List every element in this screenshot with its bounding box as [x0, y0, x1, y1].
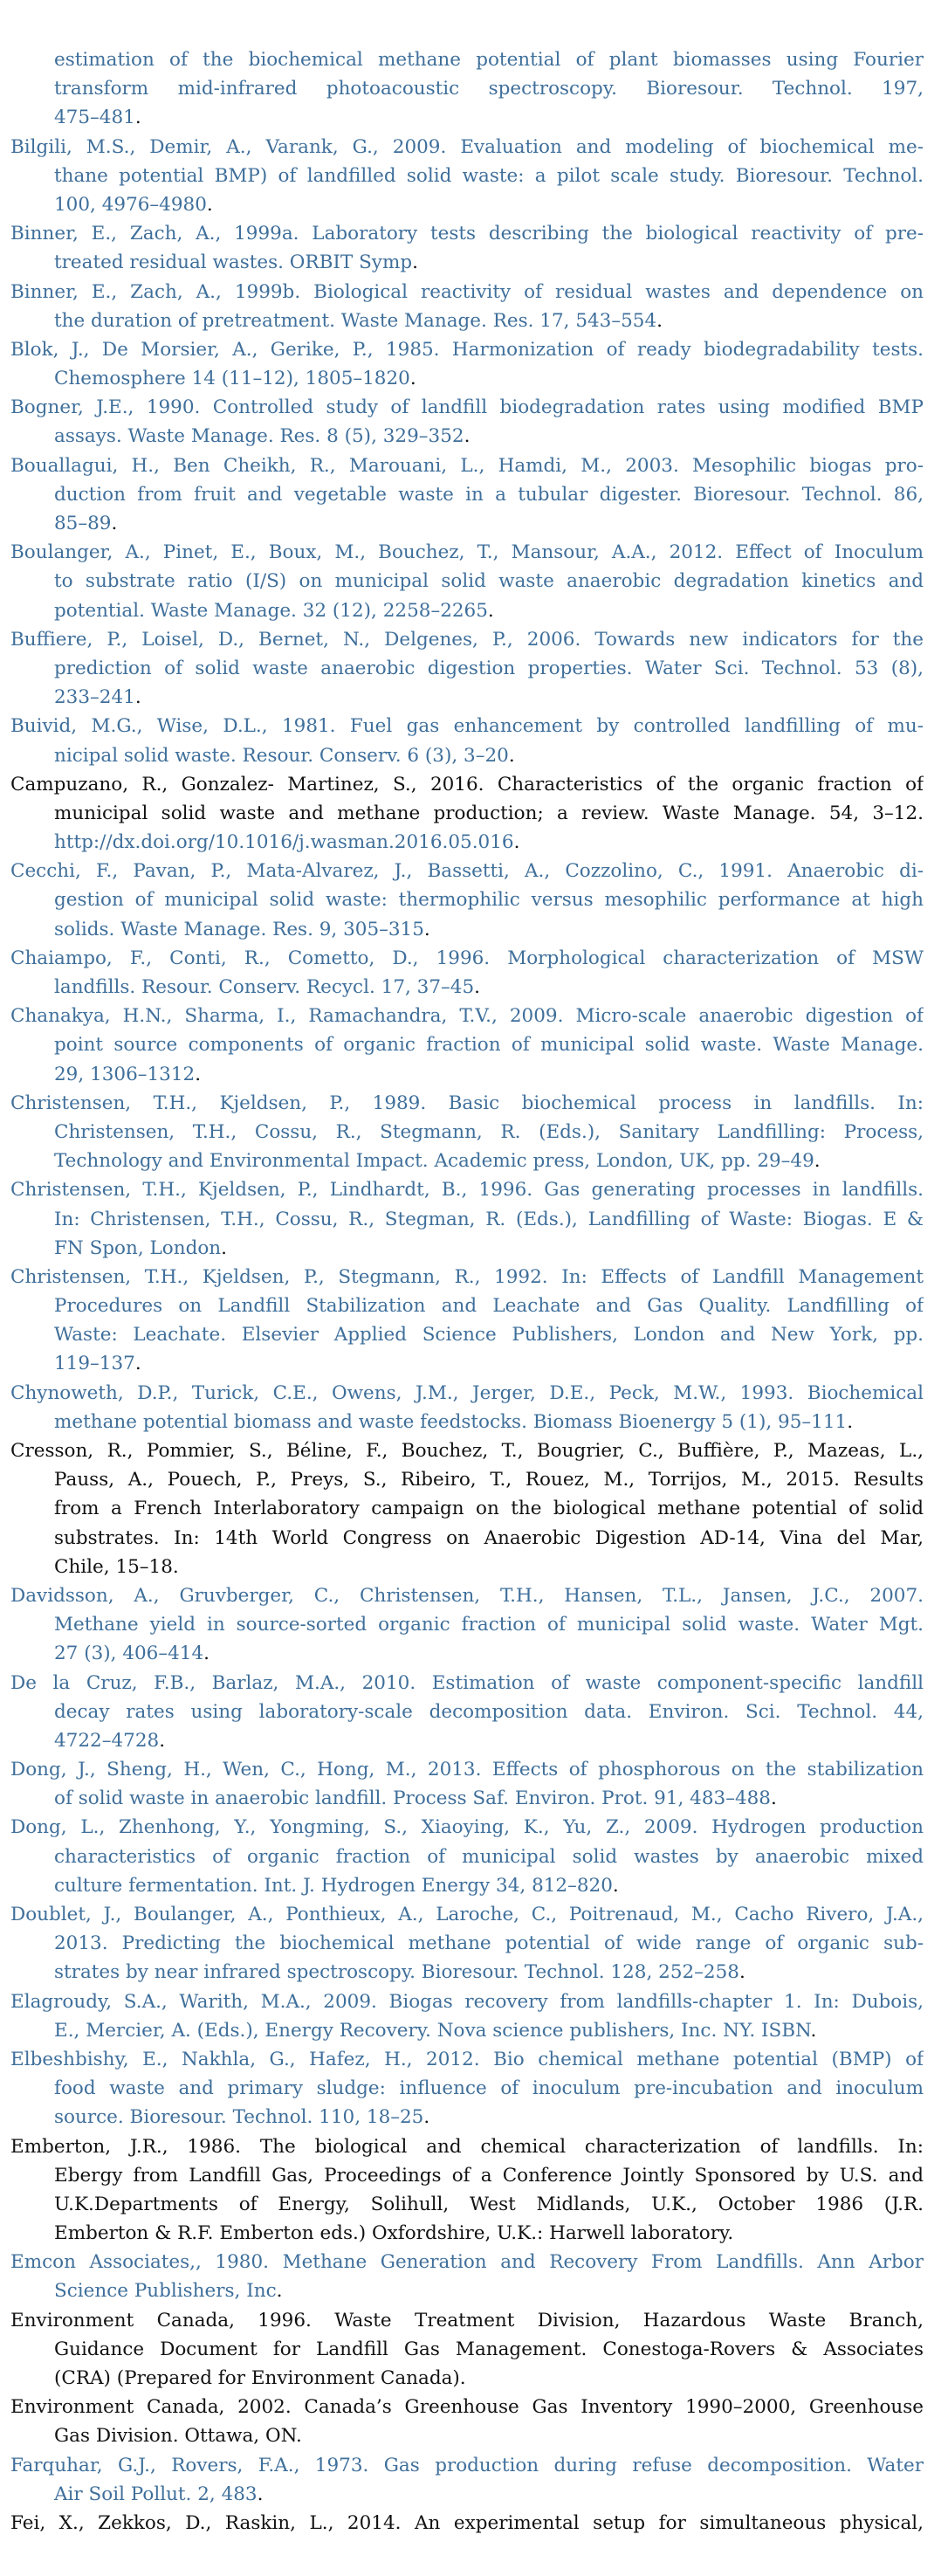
- reference-text[interactable]: Chemosphere 14 (11–12), 1805–1820: [54, 368, 410, 390]
- reference-entry[interactable]: [10, 944, 924, 1002]
- reference-text[interactable]: Procedures on Landfill Stabilization and Leachate and Gas Quality. Landfilling of: [54, 1295, 924, 1318]
- reference-text: Fei, X., Zekkos, D., Raskin, L., 2014. An experimental setup for simultaneous physical,: [10, 2511, 924, 2534]
- reference-line: [10, 1436, 924, 1465]
- reference-line: [10, 1408, 924, 1436]
- reference-end-period: .: [656, 309, 663, 332]
- reference-text[interactable]: 2013. Predicting the biochemical methane potential of wide range of organic sub-: [54, 1932, 924, 1955]
- reference-line: [10, 2480, 924, 2509]
- reference-line: [10, 1755, 924, 1784]
- reference-entry[interactable]: [10, 1669, 924, 1756]
- reference-entry[interactable]: [10, 1900, 924, 1987]
- reference-text[interactable]: of solid waste in anaerobic landfill. Process Saf. Environ. Prot. 91, 483–488: [54, 1787, 771, 1810]
- reference-line: [10, 2016, 924, 2045]
- reference-line: [10, 1669, 924, 1698]
- reference-line: [10, 393, 924, 422]
- reference-text[interactable]: treated residual wastes. ORBIT Symp: [54, 251, 413, 274]
- reference-text[interactable]: Buffiere, P., Loisel, D., Bernet, N., Delgenes, P., 2006. Towards new indicators for the: [10, 628, 924, 651]
- reference-line: [10, 307, 924, 335]
- reference-line: [10, 451, 924, 480]
- reference-entry[interactable]: [10, 2248, 924, 2305]
- reference-text: Emberton & R.F. Emberton eds.) Oxfordshire, U.K.: Harwell laboratory.: [54, 2222, 734, 2245]
- reference-entry[interactable]: [10, 45, 924, 133]
- reference-end-period: .: [134, 686, 141, 709]
- reference-text[interactable]: Davidsson, A., Gruvberger, C., Christensen, T.H., Hansen, T.L., Jansen, J.C., 2007.: [10, 1584, 924, 1607]
- reference-text[interactable]: Binner, E., Zach, A., 1999a. Laboratory tests describing the biological reactivity of pre-: [10, 223, 924, 245]
- reference-text[interactable]: Christensen, T.H., Kjeldsen, P., Lindhardt, B., 1996. Gas generating processes in landfills.: [10, 1179, 924, 1202]
- reference-entry[interactable]: [10, 133, 924, 220]
- reference-text[interactable]: potential. Waste Manage. 32 (12), 2258–2265: [54, 599, 488, 622]
- reference-line: [10, 1639, 924, 1668]
- reference-text: Cresson, R., Pommier, S., Béline, F., Bouchez, T., Bougrier, C., Buffière, P., Mazeas, L.,: [10, 1440, 924, 1462]
- reference-line: [10, 915, 924, 944]
- reference-end-period: .: [111, 513, 118, 534]
- reference-text[interactable]: Doublet, J., Boulanger, A., Ponthieux, A., Laroche, C., Poitrenaud, M., Cacho Rivero, J.A.,: [10, 1904, 924, 1925]
- reference-entry[interactable]: [10, 1755, 924, 1813]
- reference-line: [10, 799, 924, 828]
- reference-text[interactable]: landfills. Resour. Conserv. Recycl. 17, 37–45: [54, 976, 475, 998]
- reference-entry[interactable]: [10, 1813, 924, 1900]
- reference-line: [10, 1524, 924, 1553]
- reference-entry[interactable]: [10, 2045, 924, 2132]
- reference-text[interactable]: solids. Waste Manage. Res. 9, 305–315: [54, 918, 424, 940]
- reference-entry: [10, 2509, 924, 2538]
- reference-entry[interactable]: [10, 1581, 924, 1669]
- reference-text[interactable]: decay rates using laboratory-scale decomposition data. Environ. Sci. Technol. 44,: [54, 1700, 924, 1723]
- reference-text[interactable]: 119–137: [54, 1353, 135, 1375]
- reference-list: [10, 45, 924, 2538]
- reference-text: U.K.Departments of Energy, Solihull, West Midlands, U.K., October 1986 (J.R.: [54, 2193, 924, 2215]
- reference-line: [10, 1349, 924, 1378]
- reference-text: Environment Canada, 1996. Waste Treatment Division, Hazardous Waste Branch,: [10, 2309, 924, 2331]
- reference-text[interactable]: methane potential biomass and waste feedstocks. Biomass Bioenergy 5 (1), 95–111: [54, 1410, 848, 1433]
- reference-line: [10, 2074, 924, 2103]
- reference-line: [10, 509, 924, 538]
- reference-line: [10, 654, 924, 683]
- reference-text[interactable]: culture fermentation. Int. J. Hydrogen Energy 34, 812–820: [54, 1874, 613, 1897]
- reference-end-period: .: [159, 1729, 166, 1752]
- reference-line: [10, 364, 924, 393]
- reference-line: [10, 857, 924, 885]
- reference-text[interactable]: nicipal solid waste. Resour. Conserv. 6 (3), 3–20: [54, 744, 509, 767]
- reference-end-period: .: [508, 744, 515, 767]
- reference-line: [10, 1291, 924, 1320]
- reference-text[interactable]: E., Mercier, A. (Eds.), Energy Recovery. Nova science publishers, Inc. NY. ISBN: [54, 2019, 811, 2042]
- reference-text[interactable]: Boulanger, A., Pinet, E., Boux, M., Bouchez, T., Mansour, A.A., 2012. Effect of Inoculum: [10, 541, 924, 564]
- reference-line: [10, 1118, 924, 1147]
- reference-text: Emberton, J.R., 1986. The biological and chemical characterization of landfills. In:: [10, 2135, 924, 2158]
- reference-text[interactable]: Christensen, T.H., Cossu, R., Stegmann, R. (Eds.), Sanitary Landfilling: Process,: [54, 1120, 924, 1143]
- reference-text[interactable]: Binner, E., Zach, A., 1999b. Biological reactivity of residual wastes and dependence on: [10, 280, 924, 303]
- reference-line: [10, 1610, 924, 1639]
- reference-line: [10, 1698, 924, 1726]
- reference-text[interactable]: food waste and primary sludge: influence of inoculum pre-incubation and inoculum: [54, 2077, 924, 2100]
- reference-text[interactable]: estimation of the biochemical methane potential of plant biomasses using Fourier: [54, 49, 924, 71]
- reference-entry[interactable]: [10, 1089, 924, 1176]
- reference-line: [10, 103, 924, 132]
- reference-text[interactable]: Dong, J., Sheng, H., Wen, C., Hong, M., 2013. Effects of phosphorous on the stabilization: [10, 1759, 924, 1781]
- reference-text[interactable]: Christensen, T.H., Kjeldsen, P., Stegmann, R., 1992. In: Effects of Landfill Management: [10, 1265, 924, 1288]
- reference-line: [10, 1263, 924, 1291]
- reference-text[interactable]: Dong, L., Zhenhong, Y., Yongming, S., Xiaoying, K., Yu, Z., 2009. Hydrogen production: [10, 1816, 924, 1839]
- reference-text[interactable]: Cecchi, F., Pavan, P., Mata-Alvarez, J., Bassetti, A., Cozzolino, C., 1991. Anaerobic di-: [10, 860, 924, 883]
- reference-text[interactable]: Bogner, J.E., 1990. Controlled study of landfill biodegradation rates using modified BMP: [10, 396, 924, 419]
- reference-text[interactable]: 475–481: [54, 107, 135, 129]
- reference-text[interactable]: thane potential BMP) of landfilled solid waste: a pilot scale study. Bioresour. Technol.: [54, 164, 924, 187]
- reference-entry[interactable]: [10, 1379, 924, 1436]
- reference-end-period: .: [206, 193, 213, 216]
- reference-line: [10, 973, 924, 1002]
- reference-text: from a French Interlaboratory campaign on the biological methane potential of solid: [54, 1498, 924, 1520]
- reference-line: [10, 1175, 924, 1204]
- reference-line: [10, 2276, 924, 2305]
- reference-text[interactable]: Chaiampo, F., Conti, R., Cometto, D., 1996. Morphological characterization of MSW: [10, 947, 924, 969]
- reference-text[interactable]: characteristics of organic fraction of municipal solid wastes by anaerobic mixed: [54, 1845, 924, 1868]
- reference-text[interactable]: Bouallagui, H., Ben Cheikh, R., Marouani, L., Hamdi, M., 2003. Mesophilic biogas pro-: [10, 454, 924, 477]
- reference-end-period: .: [474, 976, 480, 998]
- reference-line: [10, 1494, 924, 1523]
- reference-text[interactable]: 85–89: [54, 513, 112, 534]
- reference-line: [10, 219, 924, 248]
- reference-line: [10, 683, 924, 712]
- reference-entry: [10, 2393, 924, 2450]
- reference-text: Environment Canada, 2002. Canada’s Greenhouse Gas Inventory 1990–2000, Greenhouse: [10, 2396, 924, 2419]
- reference-text[interactable]: Buivid, M.G., Wise, D.L., 1981. Fuel gas enhancement by controlled landfilling of mu-: [10, 715, 924, 738]
- reference-line: [10, 596, 924, 625]
- reference-line: [10, 885, 924, 914]
- reference-line: [10, 248, 924, 277]
- reference-end-period: .: [423, 918, 430, 940]
- reference-text[interactable]: assays. Waste Manage. Res. 8 (5), 329–352: [54, 425, 464, 448]
- reference-line: [10, 1900, 924, 1929]
- reference-line: [10, 2364, 924, 2393]
- reference-entry[interactable]: [10, 451, 924, 539]
- reference-entry[interactable]: [10, 1987, 924, 2045]
- reference-text[interactable]: Chanakya, H.N., Sharma, I., Ramachandra, T.V., 2009. Micro-scale anaerobic digestion of: [10, 1005, 924, 1028]
- reference-text[interactable]: Elagroudy, S.A., Warith, M.A., 2009. Biogas recovery from landfills-chapter 1. In: Dubois,: [10, 1990, 924, 2013]
- reference-line: [10, 133, 924, 162]
- reference-text[interactable]: to substrate ratio (I/S) on municipal solid waste anaerobic degradation kinetics and: [54, 570, 924, 593]
- reference-text: Campuzano, R., Gonzalez- Martinez, S., 2016. Characteristics of the organic fraction of: [10, 773, 924, 796]
- reference-text[interactable]: gestion of municipal solid waste: thermophilic versus mesophilic performance at high: [54, 889, 924, 912]
- reference-line: [10, 2045, 924, 2074]
- reference-line: [10, 162, 924, 190]
- reference-entry[interactable]: [10, 857, 924, 944]
- reference-line: [10, 1002, 924, 1030]
- reference-entry: [10, 2306, 924, 2393]
- reference-line: [10, 335, 924, 364]
- reference-line: [10, 2451, 924, 2480]
- reference-text[interactable]: source. Bioresour. Technol. 110, 18–25: [54, 2106, 424, 2129]
- reference-text: substrates. In: 14th World Congress on Anaerobic Digestion AD-14, Vina del Mar,: [54, 1526, 924, 1549]
- reference-entry[interactable]: [10, 393, 924, 451]
- reference-entry[interactable]: [10, 1175, 924, 1263]
- reference-end-period: .: [409, 368, 416, 390]
- reference-entry: [10, 1436, 924, 1581]
- reference-text[interactable]: strates by near infrared spectroscopy. Bioresour. Technol. 128, 252–258: [54, 1961, 739, 1984]
- reference-line: [10, 2393, 924, 2421]
- reference-text[interactable]: Air Soil Pollut. 2, 483: [54, 2483, 258, 2505]
- reference-line: [10, 2103, 924, 2132]
- reference-line: [10, 2509, 924, 2538]
- reference-text[interactable]: prediction of solid waste anaerobic digestion properties. Water Sci. Technol. 53 (8),: [54, 657, 924, 679]
- reference-line: [10, 1842, 924, 1871]
- reference-line: [10, 1553, 924, 1581]
- reference-text: (CRA) (Prepared for Environment Canada).: [54, 2367, 466, 2389]
- reference-end-period: .: [464, 425, 471, 448]
- reference-line: [10, 1147, 924, 1175]
- reference-line: [10, 1379, 924, 1408]
- reference-entry[interactable]: [10, 2451, 924, 2509]
- reference-entry[interactable]: [10, 625, 924, 713]
- reference-text: Ebergy from Landfill Gas, Proceedings of a Conference Jointly Sponsored by U.S. and: [54, 2164, 924, 2187]
- reference-line: [10, 1726, 924, 1755]
- reference-entry[interactable]: [10, 1002, 924, 1089]
- reference-text[interactable]: duction from fruit and vegetable waste in a tubular digester. Bioresour. Technol. 86,: [54, 483, 924, 506]
- reference-end-period: .: [738, 1961, 745, 1984]
- reference-line: [10, 2190, 924, 2219]
- reference-text: Gas Division. Ottawa, ON.: [54, 2425, 302, 2448]
- reference-line: [10, 2219, 924, 2248]
- reference-line: [10, 2306, 924, 2335]
- reference-line: [10, 74, 924, 103]
- reference-line: [10, 1813, 924, 1842]
- reference-line: [10, 1784, 924, 1813]
- reference-end-period: .: [203, 1643, 210, 1665]
- reference-entry[interactable]: [10, 538, 924, 625]
- reference-end-period: .: [195, 1063, 202, 1085]
- reference-line: [10, 1987, 924, 2016]
- reference-text: Chile, 15–18.: [54, 1555, 179, 1578]
- reference-end-period: .: [612, 1874, 619, 1897]
- reference-text[interactable]: De la Cruz, F.B., Barlaz, M.A., 2010. Estimation of waste component-specific landfill: [10, 1671, 924, 1694]
- reference-line: [10, 2335, 924, 2364]
- reference-text: Guidance Document for Landfill Gas Management. Conestoga-Rovers & Associates: [54, 2338, 924, 2360]
- reference-text[interactable]: FN Spon, London: [54, 1236, 222, 1259]
- reference-entry[interactable]: [10, 219, 924, 277]
- reference-entry[interactable]: [10, 712, 924, 769]
- reference-entry: [10, 770, 924, 858]
- reference-line: [10, 1030, 924, 1059]
- reference-end-period: .: [276, 2280, 283, 2303]
- reference-text[interactable]: Bilgili, M.S., Demir, A., Varank, G., 2009. Evaluation and modeling of biochemical me-: [10, 135, 924, 158]
- reference-text[interactable]: 29, 1306–1312: [54, 1063, 196, 1085]
- reference-text[interactable]: Technology and Environmental Impact. Academic press, London, UK, pp. 29–49: [54, 1150, 814, 1173]
- reference-line: [10, 1320, 924, 1349]
- reference-text[interactable]: Methane yield in source-sorted organic fraction of municipal solid waste. Water Mgt.: [54, 1614, 924, 1636]
- reference-line: [10, 1581, 924, 1610]
- reference-text[interactable]: 27 (3), 406–414: [54, 1643, 204, 1665]
- reference-text[interactable]: transform mid-infrared photoacoustic spectroscopy. Bioresour. Technol. 197,: [54, 78, 924, 100]
- reference-line: [10, 1205, 924, 1234]
- reference-text[interactable]: In: Christensen, T.H., Cossu, R., Stegman, R. (Eds.), Landfilling of Waste: Biogas. E &: [54, 1208, 924, 1230]
- reference-end-period: .: [810, 2019, 817, 2042]
- reference-line: [10, 770, 924, 799]
- reference-line: [10, 422, 924, 451]
- reference-line: [10, 2248, 924, 2276]
- reference-line: [10, 1089, 924, 1118]
- reference-entry[interactable]: [10, 1263, 924, 1379]
- doi-link[interactable]: [10, 828, 924, 857]
- reference-line: [10, 190, 924, 219]
- reference-text[interactable]: Elbeshbishy, E., Nakhla, G., Hafez, H., 2012. Bio chemical methane potential (BMP) of: [10, 2048, 924, 2070]
- reference-end-period: .: [513, 831, 520, 854]
- reference-line: [10, 2161, 924, 2190]
- reference-text: Pauss, A., Pouech, P., Preys, S., Ribeiro, T., Rouez, M., Torrijos, M., 2015. Results: [54, 1469, 924, 1491]
- reference-text[interactable]: Science Publishers, Inc: [54, 2280, 277, 2303]
- reference-line: [10, 2132, 924, 2161]
- reference-line: [10, 2421, 924, 2450]
- reference-line: [10, 712, 924, 740]
- reference-line: [10, 625, 924, 654]
- reference-end-period: .: [134, 1353, 141, 1375]
- reference-entry[interactable]: [10, 335, 924, 393]
- reference-line: [10, 1871, 924, 1900]
- reference-line: [10, 480, 924, 509]
- reference-text[interactable]: the duration of pretreatment. Waste Manage. Res. 17, 543–554: [54, 309, 657, 332]
- reference-text[interactable]: 100, 4976–4980: [54, 193, 207, 216]
- reference-entry: [10, 2132, 924, 2249]
- reference-line: [10, 278, 924, 307]
- reference-text: municipal solid waste and methane production; a review. Waste Manage. 54, 3–12.: [54, 802, 924, 824]
- reference-text[interactable]: Chynoweth, D.P., Turick, C.E., Owens, J.M., Jerger, D.E., Peck, M.W., 1993. Biochemical: [10, 1381, 924, 1404]
- reference-line: [10, 1060, 924, 1089]
- reference-end-period: .: [257, 2483, 264, 2505]
- reference-text[interactable]: Emcon Associates,, 1980. Methane Generation and Recovery From Landfills. Ann Arbor: [10, 2251, 924, 2274]
- reference-line: [10, 538, 924, 567]
- reference-end-period: .: [134, 107, 141, 129]
- reference-line: [10, 1958, 924, 1987]
- reference-end-period: .: [412, 251, 418, 274]
- reference-text[interactable]: Christensen, T.H., Kjeldsen, P., 1989. Basic biochemical process in landfills. In:: [10, 1092, 924, 1114]
- reference-line: [10, 1465, 924, 1494]
- doi-text[interactable]: http://dx.doi.org/10.1016/j.wasman.2016.05.016: [54, 831, 514, 854]
- reference-line: [10, 45, 924, 74]
- reference-end-period: .: [771, 1787, 777, 1810]
- reference-line: [10, 567, 924, 596]
- reference-text[interactable]: Blok, J., De Morsier, A., Gerike, P., 1985. Harmonization of ready biodegradability tests.: [10, 338, 924, 361]
- reference-text[interactable]: point source components of organic fraction of municipal solid waste. Waste Manage.: [54, 1034, 924, 1057]
- reference-text[interactable]: Waste: Leachate. Elsevier Applied Science Publishers, London and New York, pp.: [54, 1324, 924, 1347]
- reference-line: [10, 1234, 924, 1263]
- reference-line: [10, 944, 924, 973]
- reference-entry[interactable]: [10, 278, 924, 335]
- reference-text[interactable]: 233–241: [54, 686, 135, 709]
- reference-end-period: .: [487, 599, 494, 622]
- reference-line: [10, 1929, 924, 1958]
- reference-end-period: .: [423, 2106, 430, 2129]
- reference-text[interactable]: 4722–4728: [54, 1729, 160, 1752]
- reference-end-period: .: [221, 1236, 227, 1259]
- reference-end-period: .: [847, 1410, 854, 1433]
- reference-text[interactable]: Farquhar, G.J., Rovers, F.A., 1973. Gas production during refuse decomposition. Water: [10, 2454, 924, 2476]
- reference-end-period: .: [814, 1150, 821, 1173]
- reference-line: [10, 741, 924, 770]
